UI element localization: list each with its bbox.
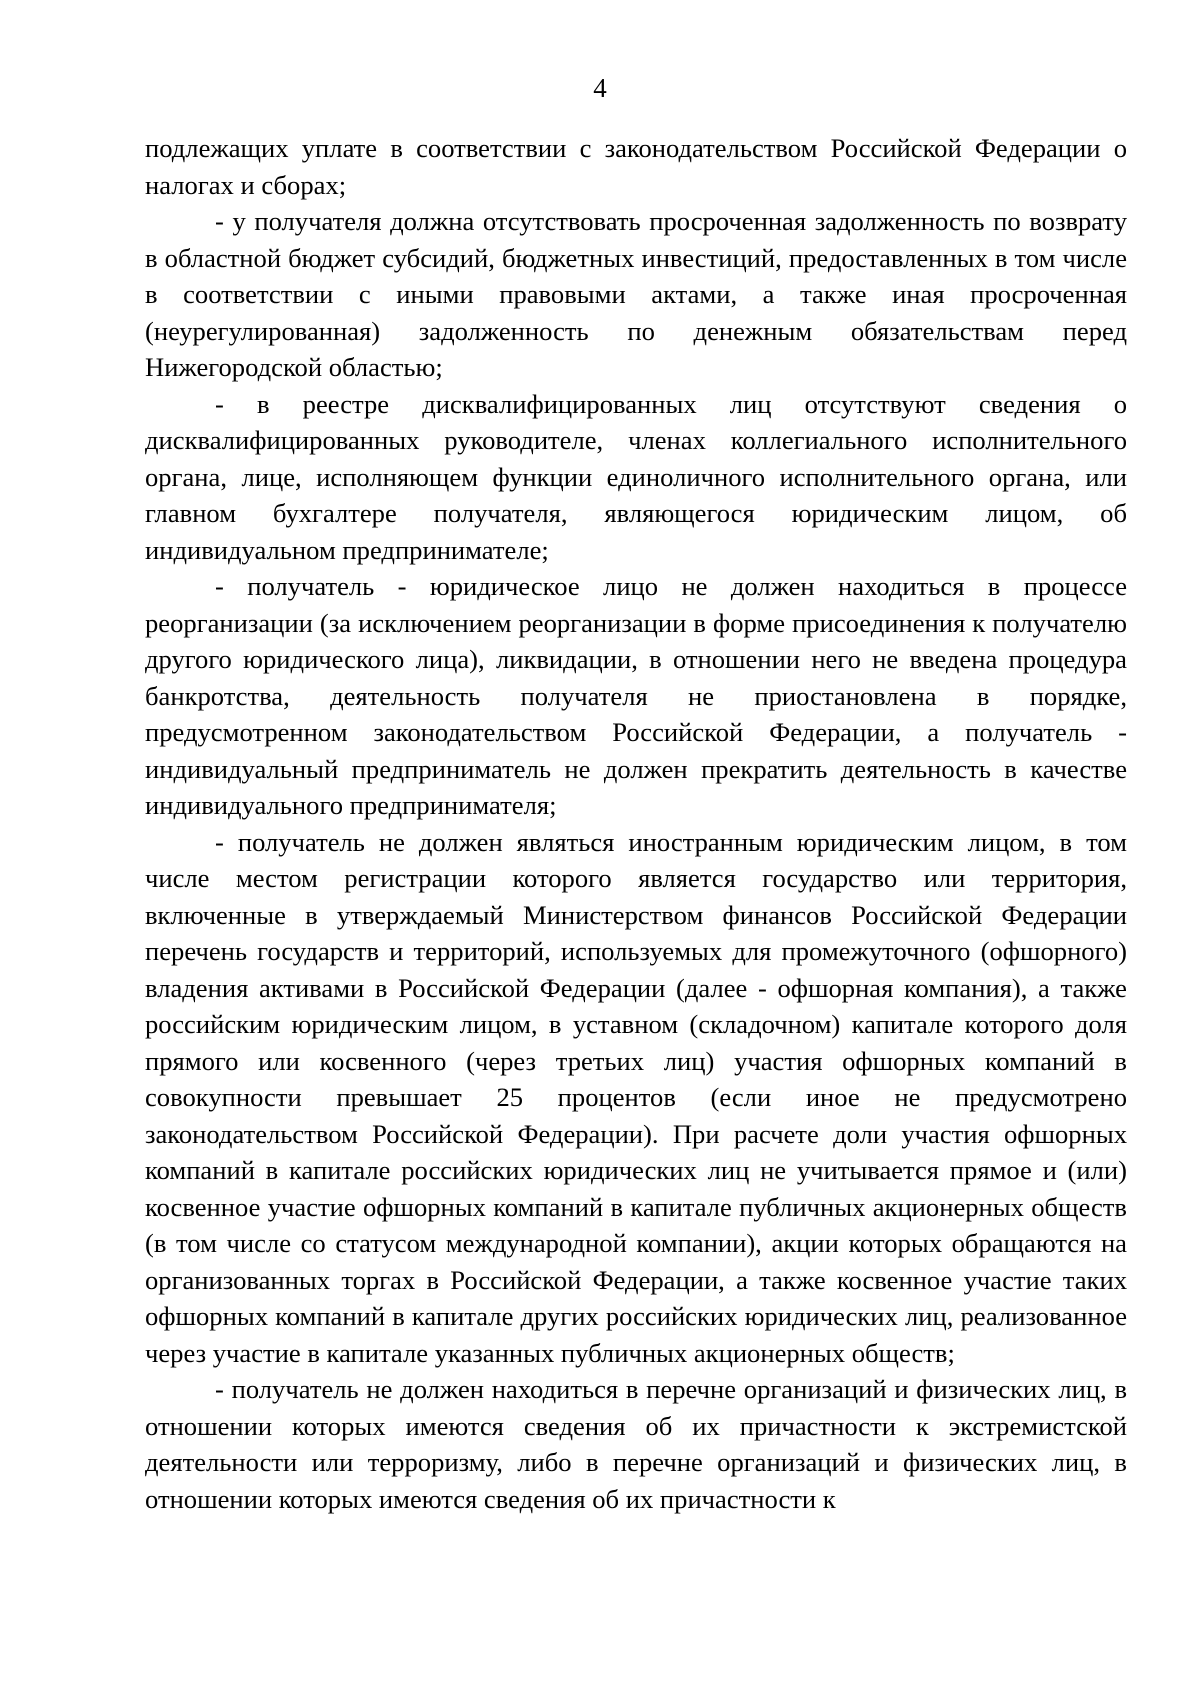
document-body (145, 130, 1127, 1517)
paragraph-tax-obligations: подлежащих уплате в соответствии с законодательством Российской Федерации о налогах и сборах; (145, 133, 1127, 200)
page-number: 4 (593, 73, 607, 103)
paragraph-reorganization-liquidation: - получатель - юридическое лицо не должен находиться в процессе реорганизации (за исключением реорганизации в форме присоединения к получателю другого юридического лица), ликвидации, в отношении него не введена процедура банкротства, деятельность получателя не приостановлена в порядке, предусмотренном законодательством Российской Федерации, а получатель - индивидуальный предприниматель не должен прекратить деятельность в качестве индивидуального предпринимателя; (145, 571, 1127, 820)
paragraph-extremism-list: - получатель не должен находиться в перечне организаций и физических лиц, в отношении которых имеются сведения об их причастности к экстремистской деятельности или терроризму, либо в перечне организаций и физических лиц, в отношении которых имеются сведения об их причастности к (145, 1374, 1127, 1514)
paragraph-foreign-offshore: - получатель не должен являться иностранным юридическим лицом, в том числе местом регистрации которого является государство или территория, включенные в утверждаемый Министерством финансов Российской Федерации перечень государств и территорий, используемых для промежуточного (офшорного) владения активами в Российской Федерации (далее - офшорная компания), а также российским юридическим лицом, в уставном (складочном) капитале которого доля прямого или косвенного (через третьих лиц) участия офшорных компаний в совокупности превышает 25 процентов (если иное не предусмотрено законодательством Российской Федерации). При расчете доли участия офшорных компаний в капитале российских юридических лиц не учитывается прямое и (или) косвенное участие офшорных компаний в капитале публичных акционерных обществ (в том числе со статусом международной компании), акции которых обращаются на организованных торгах в Российской Федерации, а также косвенное участие таких офшорных компаний в капитале других российских юридических лиц, реализованное через участие в капитале указанных публичных акционерных обществ; (145, 826, 1127, 1368)
paragraph-overdue-debt: - у получателя должна отсутствовать просроченная задолженность по возврату в областной бюджет субсидий, бюджетных инвестиций, предоставленных в том числе в соответствии с иными правовыми актами, а также иная просроченная (неурегулированная) задолженность по денежным обязательствам перед Нижегородской областью; (145, 206, 1127, 382)
paragraph-disqualified-persons: - в реестре дисквалифицированных лиц отсутствуют сведения о дисквалифицированных руководителе, членах коллегиального исполнительного органа, лице, исполняющем функции единоличного исполнительного органа, или главном бухгалтере получателя, являющегося юридическим лицом, об индивидуальном предпринимателе; (145, 388, 1127, 565)
